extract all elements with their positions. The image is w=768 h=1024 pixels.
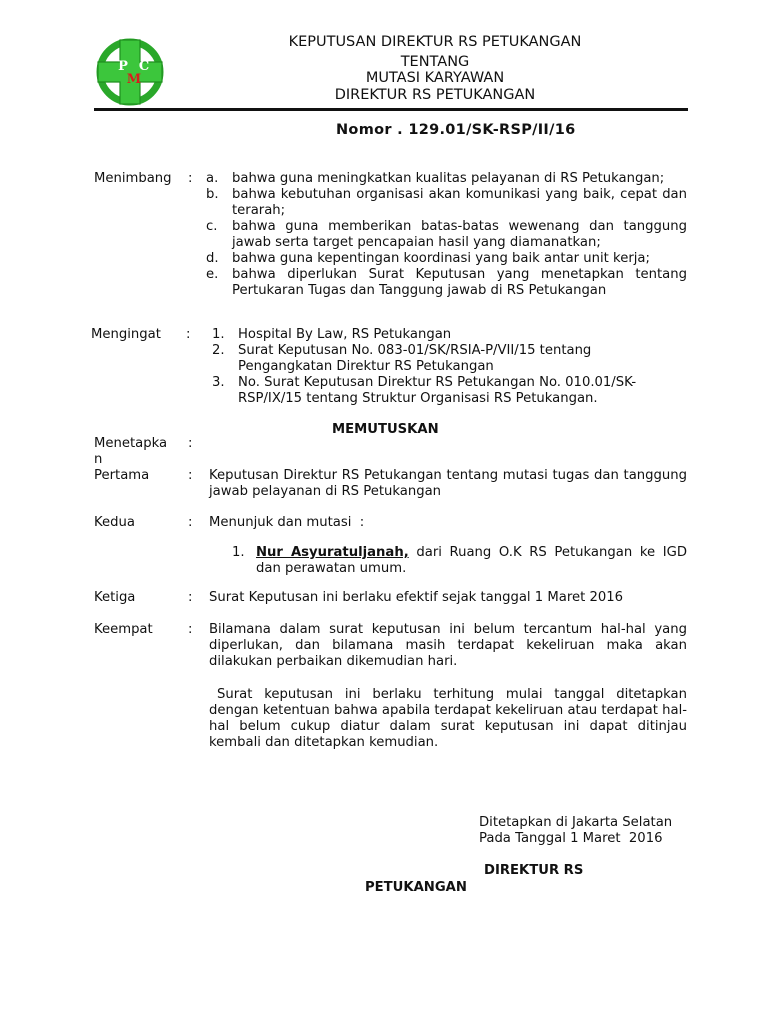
label-keempat: Keempat bbox=[94, 622, 153, 637]
list-marker: b. bbox=[206, 187, 219, 202]
list-item bbox=[206, 219, 687, 251]
list-item bbox=[206, 251, 687, 267]
signature-place: Ditetapkan di Jakarta Selatan bbox=[479, 815, 673, 830]
mengingat-list bbox=[212, 327, 687, 407]
list-text: bahwa diperlukan Surat Keputusan yang menetapkan tentang Pertukaran Tugas dan Tanggung jawab di RS Petukangan bbox=[232, 267, 687, 298]
list-marker: e. bbox=[206, 267, 219, 282]
logo-letter-p: P bbox=[118, 59, 128, 74]
label-menetapkan: Menetapkan bbox=[94, 436, 168, 467]
keempat-text-2: Surat keputusan ini berlaku terhitung mulai tanggal ditetapkan dengan ketentuan bahwa apabila terdapat kekeliruan atau terdapat hal-hal belum cukup diatur dalam surat keputusan ini dapat ditinjau kembali dan ditetapkan kemudian. bbox=[209, 687, 687, 750]
label-menimbang: Menimbang bbox=[94, 171, 172, 186]
signature-title-line1: DIREKTUR RS bbox=[484, 863, 584, 878]
keempat-text-1: Bilamana dalam surat keputusan ini belum tercantum hal-hal yang diperlukan, dan bilamana masih terdapat kekeliruan maka akan dilakukan perbaikan dikemudian hari. bbox=[209, 622, 687, 669]
list-item bbox=[206, 267, 687, 299]
label-kedua: Kedua bbox=[94, 515, 135, 530]
list-marker: 1. bbox=[212, 327, 225, 342]
logo-letter-m: M bbox=[126, 72, 142, 87]
signature-date: Pada Tanggal 1 Maret 2016 bbox=[479, 831, 663, 846]
list-text: bahwa guna memberikan batas-batas wewenang dan tanggung jawab serta target pencapaian hasil yang diamanatkan; bbox=[232, 219, 687, 250]
colon-menimbang: : bbox=[188, 171, 193, 186]
colon-menetapkan: : bbox=[188, 436, 193, 451]
list-marker: d. bbox=[206, 251, 219, 266]
label-ketiga: Ketiga bbox=[94, 590, 136, 605]
list-text: No. Surat Keputusan Direktur RS Petukangan No. 010.01/SK-RSP/IX/15 tentang Struktur Organisasi RS Petukangan. bbox=[238, 375, 637, 406]
list-item bbox=[232, 545, 687, 577]
header-title-line3: MUTASI KARYAWAN bbox=[365, 70, 505, 86]
list-text bbox=[256, 545, 687, 577]
list-text: Surat Keputusan No. 083-01/SK/RSIA-P/VII/15 tentang Pengangkatan Direktur RS Petukangan bbox=[238, 343, 592, 374]
header-title-line2: TENTANG bbox=[400, 54, 470, 70]
list-marker: 2. bbox=[212, 343, 225, 358]
colon-keempat: : bbox=[188, 622, 193, 637]
hospital-logo bbox=[94, 36, 166, 108]
label-mengingat: Mengingat bbox=[91, 327, 161, 342]
list-item bbox=[212, 343, 687, 375]
document-number: Nomor . 129.01/SK-RSP/II/16 bbox=[336, 122, 576, 138]
list-text: bahwa guna meningkatkan kualitas pelayanan di RS Petukangan; bbox=[232, 171, 665, 186]
signature-title-line2: PETUKANGAN bbox=[365, 880, 467, 895]
menimbang-list bbox=[206, 171, 687, 299]
colon-ketiga: : bbox=[188, 590, 193, 605]
header-divider bbox=[94, 108, 688, 111]
list-item bbox=[206, 171, 687, 187]
kedua-text: Menunjuk dan mutasi : bbox=[209, 515, 365, 530]
list-item bbox=[212, 375, 687, 407]
kedua-item bbox=[232, 545, 687, 577]
list-marker: a. bbox=[206, 171, 219, 186]
employee-mutation-detail: dari Ruang O.K RS Petukangan ke IGD dan perawatan umum. bbox=[256, 545, 687, 576]
list-marker: 3. bbox=[212, 375, 225, 390]
logo-letter-c: C bbox=[138, 59, 150, 74]
employee-name: Nur Asyuratuljanah, bbox=[256, 545, 409, 560]
colon-kedua: : bbox=[188, 515, 193, 530]
list-marker: c. bbox=[206, 219, 218, 234]
list-marker: 1. bbox=[232, 545, 245, 560]
list-text: Hospital By Law, RS Petukangan bbox=[238, 327, 452, 342]
list-item bbox=[206, 187, 687, 219]
memutuskan-heading: MEMUTUSKAN bbox=[332, 422, 439, 437]
colon-mengingat: : bbox=[186, 327, 191, 342]
header-title-line1: KEPUTUSAN DIREKTUR RS PETUKANGAN bbox=[288, 34, 582, 50]
pertama-text: Keputusan Direktur RS Petukangan tentang mutasi tugas dan tanggung jawab pelayanan di RS Petukangan bbox=[209, 468, 687, 499]
list-item bbox=[212, 327, 687, 343]
ketiga-text: Surat Keputusan ini berlaku efektif sejak tanggal 1 Maret 2016 bbox=[209, 590, 624, 605]
list-text: bahwa guna kepentingan koordinasi yang baik antar unit kerja; bbox=[232, 251, 650, 266]
header-title-line4: DIREKTUR RS PETUKANGAN bbox=[334, 87, 536, 103]
list-text: bahwa kebutuhan organisasi akan komunikasi yang baik, cepat dan terarah; bbox=[232, 187, 687, 218]
label-pertama: Pertama bbox=[94, 468, 150, 483]
colon-pertama: : bbox=[188, 468, 193, 483]
